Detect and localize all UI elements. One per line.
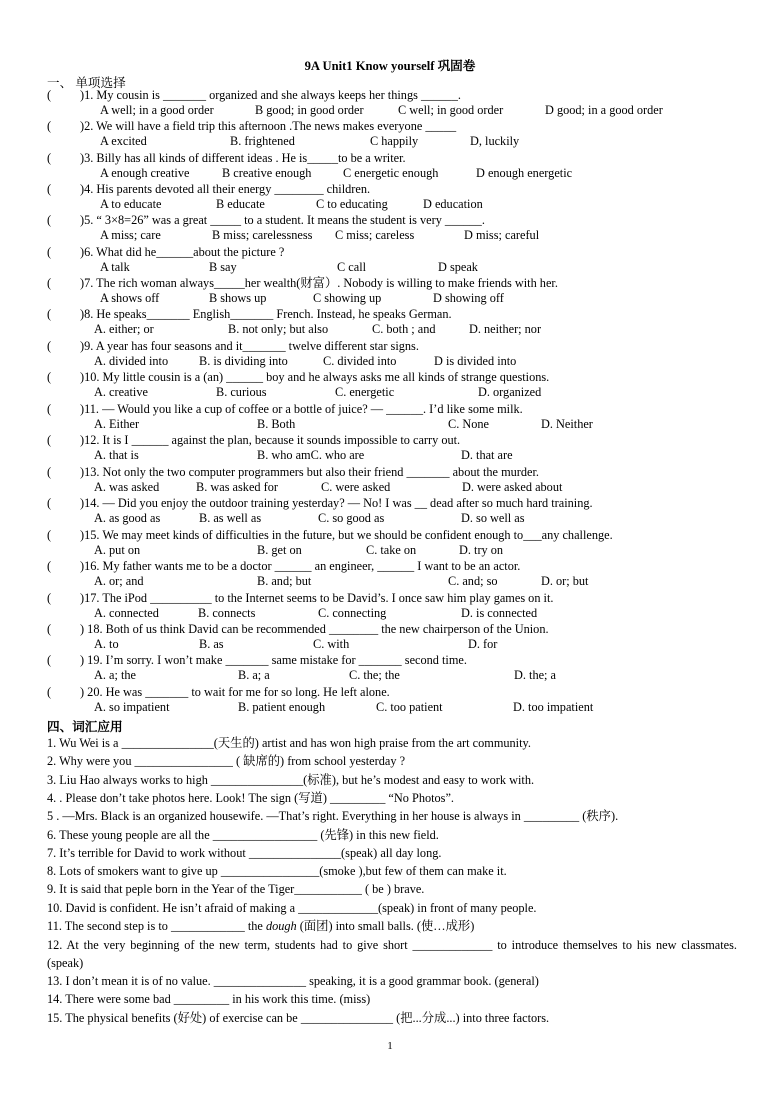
question-stem: )2. We will have a field trip this afternoon .The news makes everyone _____	[80, 119, 457, 133]
option-a: A miss; care	[100, 228, 161, 242]
option-c: C. and; so	[448, 574, 498, 588]
question-stem: )15. We may meet kinds of difficulties in the future, but we should be confident enough to___any challenge.	[80, 528, 613, 542]
option-b: B. not only; but also	[228, 322, 329, 336]
answer-blank[interactable]: (	[47, 528, 52, 542]
option-d: D. were asked about	[462, 480, 563, 494]
option-b: B. get on	[257, 543, 302, 557]
option-a: A. or; and	[94, 574, 144, 588]
question-stem: ) 19. I’m sorry. I won’t make _______ same mistake for _______ second time.	[80, 653, 467, 667]
vocab-item-9: 9. It is said that peple born in the Year of the Tiger___________ ( be ) brave.	[47, 882, 425, 896]
vocab-item-13: 13. I don’t mean it is of no value. _______________ speaking, it is a good grammar book. (general)	[47, 974, 539, 988]
option-a: A excited	[100, 134, 147, 148]
option-d: D. Neither	[541, 417, 593, 431]
option-b: B educate	[216, 197, 265, 211]
answer-blank[interactable]: (	[47, 402, 52, 416]
answer-blank[interactable]: (	[47, 653, 52, 667]
option-b: B good; in good order	[255, 103, 364, 117]
option-c: C. the; the	[349, 668, 400, 682]
option-c: C. with	[313, 637, 350, 651]
option-c: C. energetic	[335, 385, 395, 399]
answer-blank[interactable]: (	[47, 276, 52, 290]
option-b: B. as	[199, 637, 224, 651]
option-d: D speak	[438, 260, 478, 274]
answer-blank[interactable]: (	[47, 88, 52, 102]
option-d: D. the; a	[514, 668, 557, 682]
answer-blank[interactable]: (	[47, 433, 52, 447]
vocab-item-7: 7. It’s terrible for David to work without _______________(speak) all day long.	[47, 846, 442, 860]
answer-blank[interactable]: (	[47, 339, 52, 353]
vocab-item-11: 11. The second step is to ____________ the dough (面团) into small balls. (使…成形)	[47, 919, 475, 933]
option-c: C. take on	[366, 543, 417, 557]
vocab-item-3: 3. Liu Hao always works to high _______________(标准), but he’s modest and easy to work with.	[47, 773, 535, 787]
question-stem: )13. Not only the two computer programmers but also their friend _______ about the murder.	[80, 465, 539, 479]
question-stem: )11. — Would you like a cup of coffee or a bottle of juice? — ______. I’d like some milk.	[80, 402, 523, 416]
vocab-item-8: 8. Lots of smokers want to give up ________________(smoke ),but few of them can make it.	[47, 864, 507, 878]
option-b: B. patient enough	[238, 700, 326, 714]
question-stem: )10. My little cousin is a (an) ______ boy and he always asks me all kinds of strange questions.	[80, 370, 550, 384]
question-stem: ) 18. Both of us think David can be recommended ________ the new chairperson of the Union.	[80, 622, 549, 636]
option-a: A shows off	[100, 291, 160, 305]
option-c: C. were asked	[321, 480, 391, 494]
answer-blank[interactable]: (	[47, 622, 52, 636]
vocab-item-5: 5 . —Mrs. Black is an organized housewife. —That’s right. Everything in her house is always in _________ (秩序).	[47, 809, 619, 823]
option-d: D. neither; nor	[469, 322, 542, 336]
option-d: D enough energetic	[476, 166, 573, 180]
option-d: D education	[423, 197, 483, 211]
vocab-item-12: 12. At the very beginning of the new term, students had to give short _____________ to introduce themselves to his new classmates. (speak)	[47, 938, 737, 970]
option-d: D. try on	[459, 543, 504, 557]
answer-blank[interactable]: (	[47, 119, 52, 133]
answer-blank[interactable]: (	[47, 151, 52, 165]
option-a: A. either; or	[94, 322, 154, 336]
answer-blank[interactable]: (	[47, 370, 52, 384]
option-b: B. frightened	[230, 134, 295, 148]
vocab-item-15: 15. The physical benefits (好处) of exercise can be _______________ (把...分成...) into three factors.	[47, 1011, 550, 1025]
answer-blank[interactable]: (	[47, 685, 52, 699]
option-a: A. a; the	[94, 668, 137, 682]
question-stem: ) 20. He was _______ to wait for me for so long. He left alone.	[80, 685, 390, 699]
option-b: B creative enough	[222, 166, 312, 180]
answer-blank[interactable]: (	[47, 213, 52, 227]
option-b: B. curious	[216, 385, 267, 399]
option-d: D showing off	[433, 291, 504, 305]
option-b: B. is dividing into	[199, 354, 288, 368]
option-c: C. None	[448, 417, 489, 431]
option-a: A to educate	[100, 197, 162, 211]
page-number: 1	[387, 1040, 393, 1052]
option-b: B shows up	[209, 291, 267, 305]
option-b: B. Both	[257, 417, 296, 431]
option-a: A. put on	[94, 543, 141, 557]
option-b: B. connects	[198, 606, 256, 620]
option-d: D. organized	[478, 385, 542, 399]
option-c: C energetic enough	[343, 166, 439, 180]
vocab-item-1: 1. Wu Wei is a _______________(天生的) artist and has won high praise from the art community.	[47, 736, 531, 750]
option-d: D. or; but	[541, 574, 589, 588]
option-c: C. so good as	[318, 511, 385, 525]
vocab-item-6: 6. These young people are all the _________________ (先锋) in this new field.	[47, 828, 439, 842]
page-title: 9A Unit1 Know yourself 巩固卷	[304, 59, 476, 73]
question-stem: )16. My father wants me to be a doctor ______ an engineer, ______ I want to be an actor.	[80, 559, 521, 573]
option-c: C call	[337, 260, 367, 274]
option-c: C well; in good order	[398, 103, 504, 117]
section-heading-choice: 一、 单项选择	[47, 76, 126, 90]
vocab-item-2: 2. Why were you ________________ ( 缺席的) from school yesterday ?	[47, 754, 406, 768]
option-a: A. connected	[94, 606, 159, 620]
option-d: D. is connected	[461, 606, 538, 620]
question-stem: )17. The iPod __________ to the Internet seems to be David’s. I once saw him play games on it.	[80, 591, 554, 605]
option-b: B. a; a	[238, 668, 270, 682]
question-stem: )9. A year has four seasons and it_______ twelve different star signs.	[80, 339, 419, 353]
answer-blank[interactable]: (	[47, 245, 52, 259]
option-a: A. that is	[94, 448, 139, 462]
option-d: D good; in a good order	[545, 103, 663, 117]
option-a: A. Either	[94, 417, 140, 431]
option-c: C. too patient	[376, 700, 443, 714]
option-d: D. too impatient	[513, 700, 594, 714]
question-stem: )14. — Did you enjoy the outdoor training yesterday? — No! I was __ dead after so much hard training.	[80, 496, 593, 510]
question-stem: )4. His parents devoted all their energy ________ children.	[80, 182, 371, 196]
option-b: B miss; carelessness	[212, 228, 313, 242]
answer-blank[interactable]: (	[47, 496, 52, 510]
answer-blank[interactable]: (	[47, 559, 52, 573]
option-a: A enough creative	[100, 166, 190, 180]
question-stem: )3. Billy has all kinds of different ideas . He is_____to be a writer.	[80, 151, 406, 165]
option-d: D. so well as	[461, 511, 525, 525]
option-a: A well; in a good order	[100, 103, 214, 117]
option-a: A. to	[94, 637, 119, 651]
option-b: B say	[209, 260, 237, 274]
option-a: A. creative	[94, 385, 148, 399]
option-c: C showing up	[313, 291, 382, 305]
option-d: D, luckily	[470, 134, 520, 148]
answer-blank[interactable]: (	[47, 465, 52, 479]
vocab-item-10: 10. David is confident. He isn’t afraid of making a _____________(speak) in front of many people.	[47, 901, 537, 915]
option-c: C. divided into	[323, 354, 397, 368]
answer-blank[interactable]: (	[47, 182, 52, 196]
option-c: C happily	[370, 134, 419, 148]
question-stem: )1. My cousin is _______ organized and she always keeps her things ______.	[80, 88, 461, 102]
answer-blank[interactable]: (	[47, 307, 52, 321]
option-c: C miss; careless	[335, 228, 415, 242]
option-d: D is divided into	[434, 354, 517, 368]
option-c: C. both ; and	[372, 322, 436, 336]
option-a: A. as good as	[94, 511, 161, 525]
option-d: D. that are	[461, 448, 513, 462]
option-a: A talk	[100, 260, 130, 274]
option-d: D. for	[468, 637, 498, 651]
question-stem: )6. What did he______about the picture ?	[80, 245, 285, 259]
vocab-item-4: 4. . Please don’t take photos here. Look! The sign (写道) _________ “No Photos”.	[47, 791, 454, 805]
option-a: A. divided into	[94, 354, 169, 368]
option-b: B. was asked for	[196, 480, 278, 494]
option-c: C to educating	[316, 197, 388, 211]
question-stem: )12. It is I ______ against the plan, because it sounds impossible to carry out.	[80, 433, 461, 447]
section-heading-vocab: 四、词汇应用	[47, 720, 123, 734]
question-stem: )8. He speaks_______ English_______ French. Instead, he speaks German.	[80, 307, 452, 321]
question-stem: )5. “ 3×8=26” was a great _____ to a student. It means the student is very ______.	[80, 213, 485, 227]
vocab-item-14: 14. There were some bad _________ in his work this time. (miss)	[47, 992, 371, 1006]
option-c: C. connecting	[318, 606, 387, 620]
option-a: A. so impatient	[94, 700, 170, 714]
option-d: D miss; careful	[464, 228, 540, 242]
option-b: B. as well as	[199, 511, 262, 525]
option-a: A. was asked	[94, 480, 160, 494]
option-b: B. and; but	[257, 574, 312, 588]
answer-blank[interactable]: (	[47, 591, 52, 605]
question-stem: )7. The rich woman always_____her wealth(财富）. Nobody is willing to make friends with her.	[80, 276, 558, 290]
option-b: B. who amC. who are	[257, 448, 365, 462]
